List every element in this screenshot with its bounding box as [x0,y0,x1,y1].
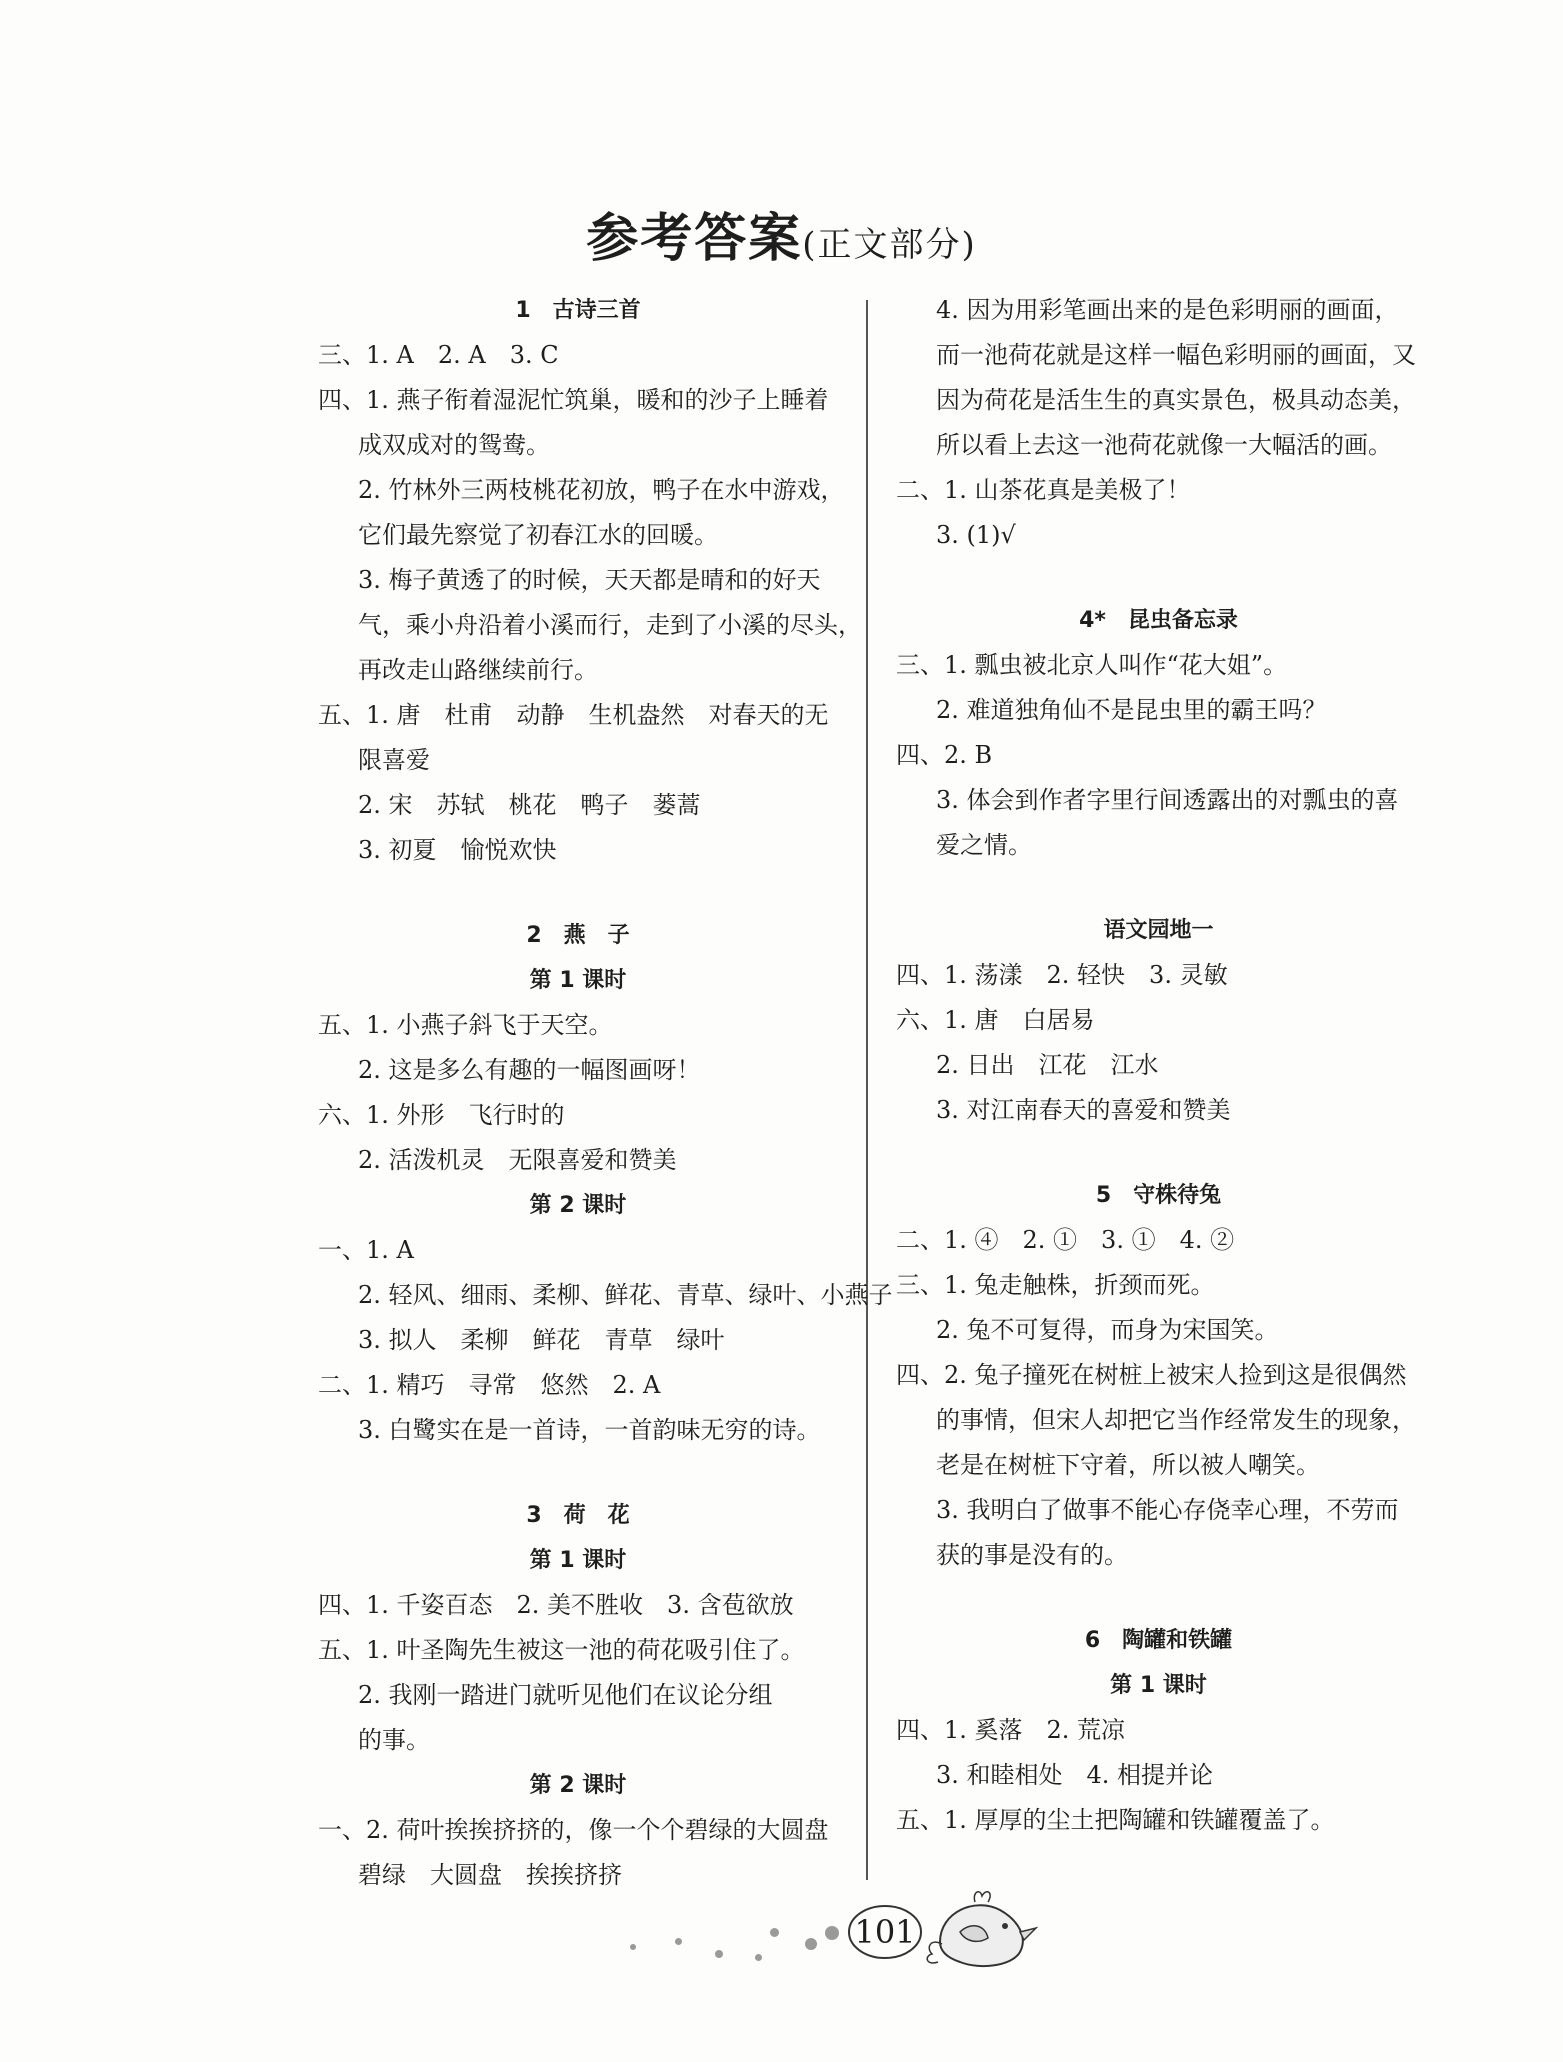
answer-line: 获的事是没有的。 [936,1541,1128,1569]
answer-line: 的事情，但宋人却把它当作经常发生的现象， [936,1406,1416,1434]
answer-line: 六、1. 唐 白居易 [896,1006,1095,1034]
answer-line: 气，乘小舟沿着小溪而行，走到了小溪的尽头， [358,611,862,639]
answer-line: 它们最先察觉了初春江水的回暖。 [358,521,718,549]
answer-line: 五、1. 唐 杜甫 动静 生机盎然 对春天的无 [318,701,829,729]
answer-line: 四、1. 荡漾 2. 轻快 3. 灵敏 [896,961,1228,989]
decorative-dot [675,1938,682,1945]
section-heading: 第 2 课时 [529,1773,627,1798]
answer-line: 碧绿 大圆盘 挨挨挤挤 [358,1861,622,1889]
section-heading: 2 燕 子 [526,923,630,948]
answer-line: 2. 这是多么有趣的一幅图画呀！ [358,1056,701,1084]
column-divider [866,300,868,1880]
answer-line: 4. 因为用彩笔画出来的是色彩明丽的画面， [936,296,1399,324]
answer-line: 二、1. 山茶花真是美极了！ [896,476,1191,504]
decorative-dot [630,1944,636,1950]
answer-line: 2. 宋 苏轼 桃花 鸭子 蒌蒿 [358,791,701,819]
page-number: 101 [854,1913,916,1951]
section-heading: 5 守株待兔 [1095,1183,1222,1208]
section-heading: 第 1 课时 [529,1548,627,1573]
answer-line: 3. 初夏 愉悦欢快 [358,836,557,864]
answer-line: 2. 难道独角仙不是昆虫里的霸王吗？ [936,696,1327,724]
answer-line: 三、1. 瓢虫被北京人叫作“花大姐”。 [896,651,1288,679]
section-spacer [896,868,1421,908]
title-main: 参考答案 [586,209,803,269]
page-footer [620,1900,1040,1990]
answer-line: 四、2. B [896,741,993,769]
answer-line: 一、2. 荷叶挨挨挤挤的，像一个个碧绿的大圆盘 [318,1816,829,1844]
section-heading: 第 2 课时 [529,1193,627,1218]
answer-line: 2. 日出 江花 江水 [936,1051,1159,1079]
answer-line: 三、1. 兔走触株，折颈而死。 [896,1271,1215,1299]
answer-line: 3. (1)√ [936,521,1016,549]
section-heading: 1 古诗三首 [515,298,641,323]
answer-line: 所以看上去这一池荷花就像一大幅活的画。 [936,431,1392,459]
answer-line: 3. 白鹭实在是一首诗，一首韵味无穷的诗。 [358,1416,821,1444]
answer-line: 四、1. 千姿百态 2. 美不胜收 3. 含苞欲放 [318,1591,794,1619]
answer-line: 一、1. A [318,1236,414,1264]
answer-line: 成双成对的鸳鸯。 [358,431,550,459]
answer-line: 三、1. A 2. A 3. C [318,341,559,369]
answer-line: 而一池荷花就是这样一幅色彩明丽的画面，又 [936,341,1416,369]
answer-line: 3. 我明白了做事不能心存侥幸心理，不劳而 [936,1496,1399,1524]
answer-line: 五、1. 厚厚的尘土把陶罐和铁罐覆盖了。 [896,1806,1335,1834]
section-heading: 第 1 课时 [1110,1673,1207,1698]
section-spacer [318,1453,838,1493]
section-heading: 第 1 课时 [529,968,627,993]
answer-line: 四、2. 兔子撞死在树桩上被宋人捡到这是很偶然 [896,1361,1407,1389]
section-heading: 3 荷 花 [526,1503,630,1528]
answer-line: 五、1. 小燕子斜飞于天空。 [318,1011,613,1039]
decorative-dot [715,1950,723,1958]
answer-line: 3. 拟人 柔柳 鲜花 青草 绿叶 [358,1326,725,1354]
answer-line: 3. 体会到作者字里行间透露出的对瓢虫的喜 [936,786,1399,814]
answer-line: 老是在树桩下守着，所以被人嘲笑。 [936,1451,1320,1479]
answer-line: 爱之情。 [936,831,1032,859]
answer-line: 因为荷花是活生生的真实景色，极具动态美， [936,386,1416,414]
answer-line: 3. 对江南春天的喜爱和赞美 [936,1096,1231,1124]
answer-line: 的事。 [358,1726,430,1754]
decorative-dot [805,1938,817,1950]
section-spacer [318,873,838,913]
decorative-dot [755,1954,762,1961]
section-heading: 语文园地一 [1103,918,1214,943]
answer-line: 2. 活泼机灵 无限喜爱和赞美 [358,1146,677,1174]
answer-line: 二、1. 精巧 寻常 悠然 2. A [318,1371,661,1399]
section-spacer [896,1133,1421,1173]
answer-line: 2. 竹林外三两枝桃花初放，鸭子在水中游戏， [358,476,845,504]
title-subtitle: (正文部分) [802,225,977,265]
bird-icon [920,1882,1040,1977]
answer-line: 五、1. 叶圣陶先生被这一池的荷花吸引住了。 [318,1636,805,1664]
answer-line: 四、1. 燕子衔着湿泥忙筑巢，暖和的沙子上睡着 [318,386,829,414]
answer-line: 2. 兔不可复得，而身为宋国笑。 [936,1316,1279,1344]
answer-line: 3. 和睦相处 4. 相提并论 [936,1761,1214,1789]
section-heading: 6 陶罐和铁罐 [1084,1628,1233,1653]
decorative-dot [825,1926,839,1940]
answer-line: 二、1. ④ 2. ① 3. ① 4. ② [896,1226,1235,1254]
section-spacer [896,558,1421,598]
right-column [896,288,1421,1843]
left-column [318,288,893,1898]
page-title [0,196,1563,271]
answer-line: 2. 轻风、细雨、柔柳、鲜花、青草、绿叶、小燕子 [358,1281,893,1309]
answer-line: 限喜爱 [358,746,430,774]
section-heading: 4* 昆虫备忘录 [1079,608,1238,633]
answer-line: 3. 梅子黄透了的时候，天天都是晴和的好天 [358,566,821,594]
answer-line: 2. 我刚一踏进门就听见他们在议论分组 [358,1681,773,1709]
answer-line: 六、1. 外形 飞行时的 [318,1101,565,1129]
section-spacer [896,1578,1421,1618]
answer-line: 再改走山路继续前行。 [358,656,598,684]
answer-line: 四、1. 奚落 2. 荒凉 [896,1716,1126,1744]
decorative-dot [770,1928,779,1937]
